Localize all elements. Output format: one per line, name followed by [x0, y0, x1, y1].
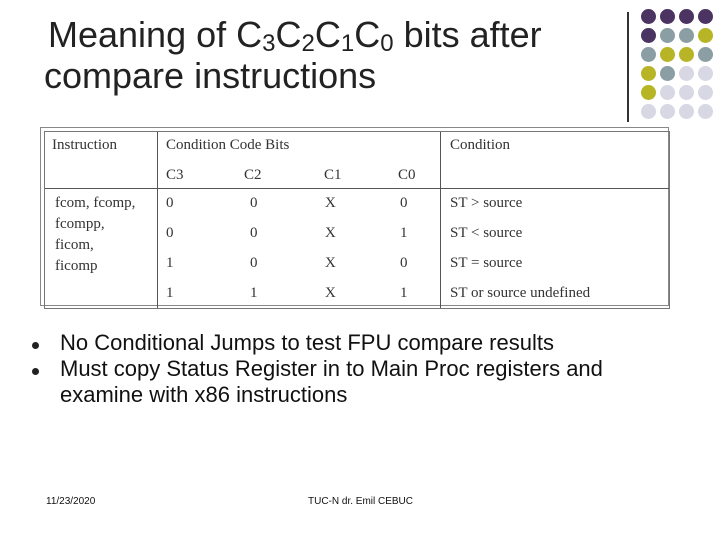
- decor-dot: [698, 85, 713, 100]
- decor-dot: [641, 104, 656, 119]
- table-frame: [44, 131, 670, 309]
- title-divider: [627, 12, 629, 122]
- decor-dot: [660, 47, 675, 62]
- decor-dot: [641, 85, 656, 100]
- slide-title: [44, 14, 624, 96]
- decor-dot: [679, 28, 694, 43]
- decor-dot: [679, 66, 694, 81]
- decor-dot: [660, 9, 675, 24]
- header-c3: C3: [166, 167, 184, 183]
- title-text: bits after: [393, 14, 542, 55]
- row-1-c2: 0: [250, 225, 258, 241]
- bullet-text: Must copy Status Register in to Main Proc registers and examine with x86 instructions: [60, 356, 603, 407]
- decor-dot: [660, 104, 675, 119]
- row-0-c0: 0: [400, 195, 408, 211]
- decor-dot: [641, 9, 656, 24]
- title-text: Meaning of C: [48, 14, 263, 55]
- row-3-c3: 1: [166, 285, 174, 301]
- column-divider: [440, 132, 441, 308]
- header-condition: Condition: [450, 137, 511, 153]
- header-divider: [45, 188, 669, 189]
- bullet-text: No Conditional Jumps to test FPU compare results: [60, 330, 554, 355]
- bullet-dot-icon: [32, 342, 39, 349]
- decor-dot: [679, 85, 694, 100]
- subscript-0: 0: [380, 30, 394, 57]
- decor-dot: [660, 66, 675, 81]
- instruction-item: ficom,: [55, 237, 94, 253]
- header-condition-code-bits: Condition Code Bits: [166, 137, 290, 153]
- row-1-c0: 1: [400, 225, 408, 241]
- decor-dot: [679, 104, 694, 119]
- row-3-c0: 1: [400, 285, 408, 301]
- footer-date: 11/23/2020: [46, 496, 96, 507]
- row-0-c1: X: [325, 195, 336, 211]
- decor-dot: [698, 66, 713, 81]
- row-1-c1: X: [325, 225, 336, 241]
- decor-dot: [698, 28, 713, 43]
- header-c1: C1: [324, 167, 342, 183]
- bullet-item: [30, 356, 690, 408]
- row-2-c1: X: [325, 255, 336, 271]
- subscript-1: 1: [340, 30, 355, 57]
- bullet-list: [30, 330, 690, 408]
- subscript-2: 2: [301, 30, 315, 57]
- title-text: C: [275, 14, 302, 55]
- row-3-c2: 1: [250, 285, 258, 301]
- instruction-item: fcompp,: [55, 216, 105, 232]
- row-2-c3: 1: [166, 255, 174, 271]
- row-1-condition: ST < source: [450, 225, 523, 241]
- decor-dot: [641, 28, 656, 43]
- title-text: C: [314, 14, 341, 55]
- row-2-c2: 0: [250, 255, 258, 271]
- decor-dot: [698, 9, 713, 24]
- header-c0: C0: [398, 167, 416, 183]
- row-0-c3: 0: [166, 195, 174, 211]
- instruction-list: [55, 193, 135, 277]
- decor-dot: [660, 85, 675, 100]
- title-line-2: compare instructions: [44, 55, 377, 96]
- decor-dot: [698, 104, 713, 119]
- header-c2: C2: [244, 167, 262, 183]
- row-1-c3: 0: [166, 225, 174, 241]
- decor-dot: [660, 28, 675, 43]
- row-0-condition: ST > source: [450, 195, 523, 211]
- header-instruction: Instruction: [52, 137, 117, 153]
- title-line-1: [44, 14, 624, 55]
- condition-code-table: [40, 127, 669, 306]
- decor-dot: [679, 47, 694, 62]
- row-2-condition: ST = source: [450, 255, 523, 271]
- row-0-c2: 0: [250, 195, 258, 211]
- row-2-c0: 0: [400, 255, 408, 271]
- subscript-3: 3: [262, 30, 276, 57]
- instruction-item: fcom, fcomp,: [55, 195, 136, 211]
- title-text: C: [354, 14, 381, 55]
- decorative-dot-grid: [641, 9, 720, 121]
- decor-dot: [698, 47, 713, 62]
- decor-dot: [641, 66, 656, 81]
- row-3-c1: X: [325, 285, 336, 301]
- footer-author: TUC-N dr. Emil CEBUC: [308, 496, 414, 507]
- bullet-dot-icon: [32, 368, 39, 375]
- instruction-item: ficomp: [55, 258, 98, 274]
- decor-dot: [641, 47, 656, 62]
- bullet-item: [30, 330, 690, 356]
- decor-dot: [679, 9, 694, 24]
- row-3-condition: ST or source undefined: [450, 285, 591, 301]
- column-divider: [157, 132, 158, 308]
